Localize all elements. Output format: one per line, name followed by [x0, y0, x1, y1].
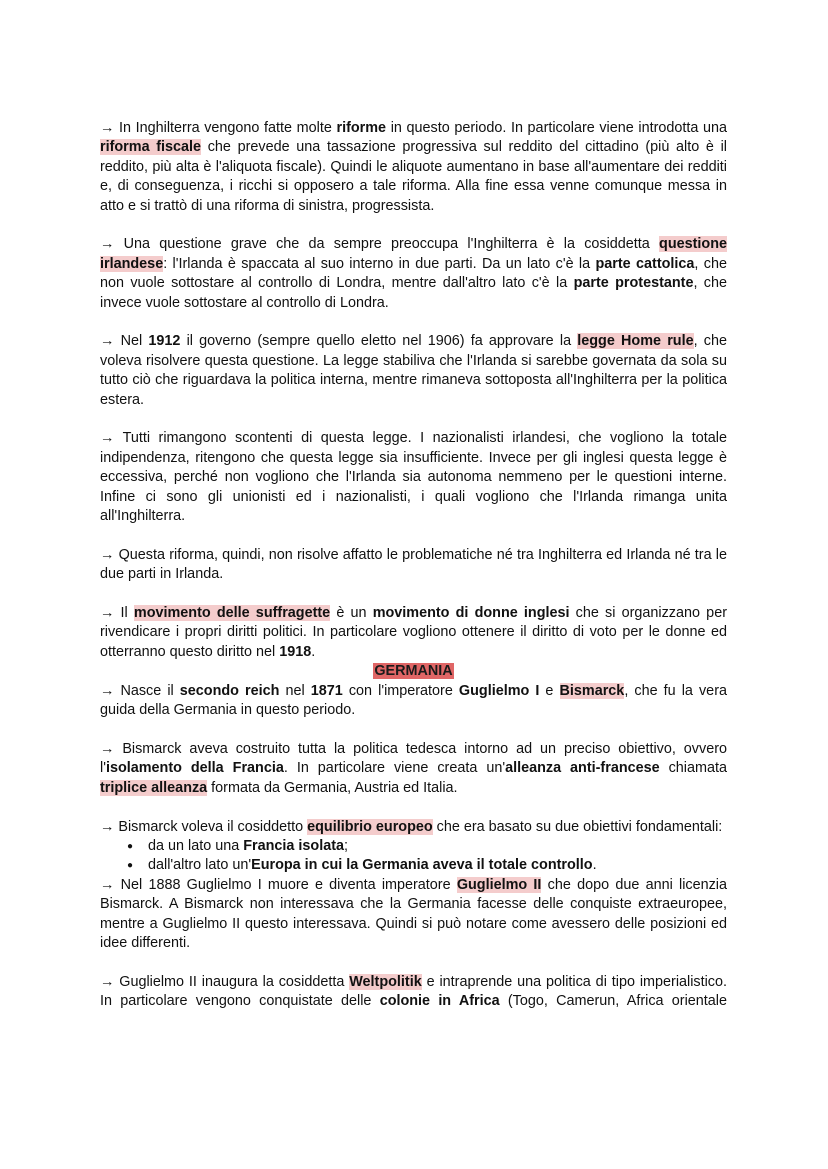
highlighted-term: riforma fiscale	[100, 139, 202, 156]
text-run: dall'altro lato un'	[148, 857, 252, 874]
paragraph	[100, 119, 727, 216]
text-run: ;	[344, 837, 348, 854]
bold-term: alleanza anti-francese	[505, 760, 660, 777]
paragraph	[100, 973, 727, 1012]
bold-term: parte cattolica	[595, 255, 695, 272]
bold-term: movimento di donne inglesi	[372, 605, 570, 622]
bold-term: colonie in Africa	[379, 993, 500, 1010]
document-page	[100, 119, 727, 1031]
text-run: con l'imperatore	[342, 682, 459, 699]
paragraph	[100, 682, 727, 721]
text-run: che si organizzano per rivendicare i propri diritti politici. In particolare vogliono ottenere il diritto di voto per le donne ed otterranno questo diritto nel	[100, 605, 727, 660]
text-run: da un lato una	[148, 837, 244, 854]
bold-term: 1918	[279, 643, 312, 660]
bold-term: Europa in cui la Germania aveva il totale controllo	[251, 857, 593, 874]
paragraph	[100, 876, 727, 954]
text-run: e intraprende una politica di tipo imperialistico. In particolare vengono conquistate delle	[100, 973, 727, 1010]
text-run: , che fu la vera guida della Germania in questo periodo.	[100, 682, 727, 719]
text-run: che prevede una tassazione progressiva sul reddito del cittadino (più alto è il reddito, più alta è l'aliquota fiscale). Quindi le aliquote aumentano in base all'aumentare dei redditi e, di conseguenza, i ricchi si opposero a tale riforma. Alla fine essa venne comunque messa in atto e si trattò di una riforma di sinistra, progressista.	[100, 139, 727, 214]
text-run: .	[311, 643, 316, 660]
text-run: → Nel 1888 Guglielmo I muore e diventa imperatore	[100, 876, 457, 893]
text-run: → Una questione grave che da sempre preoccupa l'Inghilterra è la cosiddetta	[100, 236, 660, 253]
text-run: nel	[279, 682, 311, 699]
bold-term: secondo reich	[179, 682, 280, 699]
highlighted-term: movimento delle suffragette	[133, 605, 331, 622]
text-run: chiamata	[659, 760, 727, 777]
list-item	[148, 837, 727, 856]
text-run: .	[592, 857, 597, 874]
paragraph	[100, 740, 727, 798]
bullet-list	[100, 837, 727, 876]
heading-germania: GERMANIA	[374, 663, 453, 680]
paragraph	[100, 429, 727, 526]
paragraph	[100, 546, 727, 585]
highlighted-term: legge Home rule	[577, 333, 694, 350]
text-run: in questo periodo. In particolare viene introdotta una	[386, 120, 727, 136]
text-run: formata da Germania, Austria ed Italia.	[207, 779, 458, 796]
highlighted-term: Weltpolitik	[349, 973, 422, 990]
text-run: il governo (sempre quello eletto nel 1906) fa approvare la	[180, 333, 578, 350]
text-run: → Tutti rimangono scontenti di questa legge. I nazionalisti irlandesi, che vogliono la totale indipendenza, ritengono che questa legge sia insufficiente. Invece per gli inglesi questa legge è eccessiva, perché non vogliono che l'Irlanda sia autonoma nemmeno per le questioni interne. Infine ci sono gli unionisti ed i nazionalisti, i quali vogliono che l'Irlanda rimanga unita all'Inghilterra.	[100, 430, 727, 525]
bold-term: parte protestante	[573, 275, 694, 292]
highlighted-term: Bismarck	[559, 682, 625, 699]
highlighted-term: triplice alleanza	[100, 779, 208, 796]
text-run: . In particolare viene creata un'	[283, 760, 506, 777]
highlighted-term: questione irlandese	[100, 236, 727, 272]
bold-term: riforme	[336, 120, 387, 136]
text-run: che dopo due anni licenzia Bismarck. A Bismarck non interessava che la Germania facesse delle conquiste extraeuropee, mentre a Guglielmo II questo interessava. Quindi si può notare come avessero delle posizioni ed idee differenti.	[100, 876, 727, 951]
bold-term: isolamento della Francia	[105, 760, 284, 777]
list-item	[148, 856, 727, 875]
paragraph	[100, 332, 727, 410]
text-run: è un	[330, 605, 373, 622]
text-run: (Togo, Camerun, Africa orientale	[499, 993, 728, 1010]
text-run: e	[539, 682, 560, 699]
text-run: che era basato su due obiettivi fondamentali:	[432, 818, 723, 835]
paragraph	[100, 818, 727, 837]
text-run: , che invece vuole sottostare al controllo di Londra.	[100, 275, 727, 311]
text-run: → Questa riforma, quindi, non risolve affatto le problematiche né tra Inghilterra ed Irlanda né tra le due parti in Irlanda.	[100, 546, 727, 583]
text-run: : l'Irlanda è spaccata al suo interno in due parti. Da un lato c'è la	[163, 255, 596, 272]
text-run: → Bismarck voleva il cosiddetto	[100, 818, 308, 835]
text-run: → In Inghilterra vengono fatte molte	[100, 120, 337, 136]
text-run: → Nasce il	[100, 682, 180, 699]
text-run: → Guglielmo II inaugura la cosiddetta	[100, 973, 350, 990]
paragraph	[100, 235, 727, 313]
text-run: , che non vuole sottostare al controllo di Londra, mentre dall'altro lato c'è la	[100, 255, 727, 292]
text-run: , che voleva risolvere questa questione. La legge stabiliva che l'Irlanda si sarebbe governata da sola su tutto ciò che riguardava la politica interna, mentre rimaneva sottoposta all'Inghilterra per la politica estera.	[100, 333, 727, 408]
text-run: → Bismarck aveva costruito tutta la politica tedesca intorno ad un preciso obiettivo, ovvero l'	[100, 740, 727, 777]
paragraph	[100, 604, 727, 662]
section-heading	[100, 662, 727, 681]
section-inghilterra	[100, 119, 727, 662]
bold-term: Francia isolata	[243, 837, 344, 854]
bold-term: 1871	[310, 682, 343, 699]
section-germania	[100, 682, 727, 837]
text-run: → Nel	[100, 333, 149, 350]
bold-term: Guglielmo I	[458, 682, 540, 699]
highlighted-term: equilibrio europeo	[307, 818, 433, 835]
text-run: → Il	[100, 605, 134, 622]
section-germania-cont	[100, 876, 727, 1012]
highlighted-term: Guglielmo II	[456, 876, 542, 893]
bold-term: 1912	[148, 333, 181, 350]
